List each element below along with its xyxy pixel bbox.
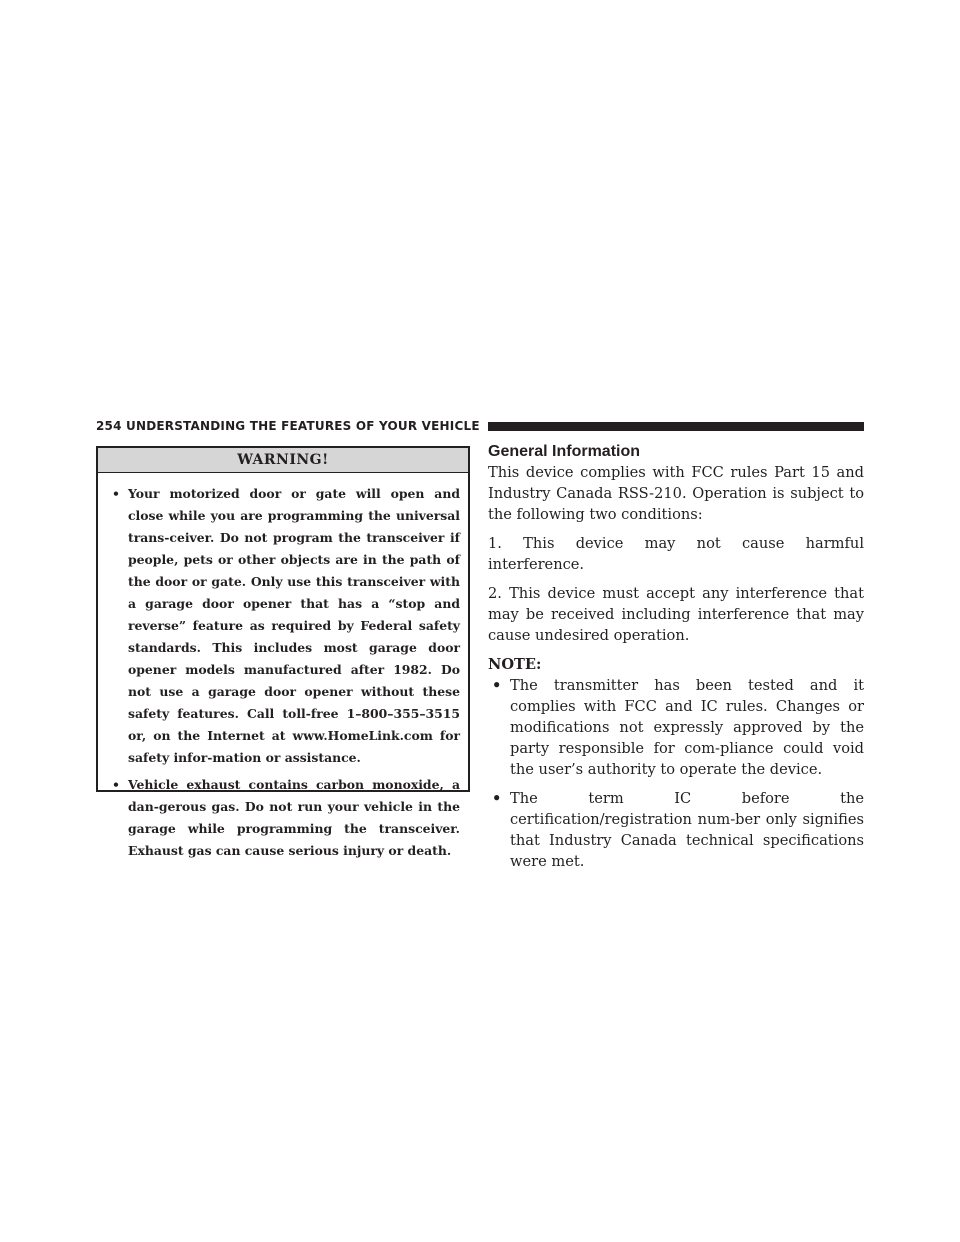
- bullet-icon: •: [492, 677, 502, 694]
- bullet-icon: •: [492, 790, 502, 807]
- general-information-section: [488, 442, 864, 880]
- warning-item: [108, 774, 460, 862]
- page-number-title: 254 UNDERSTANDING THE FEATURES OF YOUR VEHICLE: [96, 419, 480, 433]
- condition-2: 2. This device must accept any interference that may be received including interference that may cause undesired operation.: [488, 585, 864, 644]
- header-rule: [488, 422, 864, 431]
- note-list: [488, 675, 864, 872]
- warning-item-text: Your motorized door or gate will open and close while you are programming the universal trans-ceiver. Do not program the transceiver if people, pets or other objects are in the path of the door or gate. Only use this transceiver with a garage door opener that has a “stop and reverse” feature as required by Federal safety standards. This includes most garage door opener models manufactured after 1982. Do not use a garage door opener without these safety features. Call toll-free 1–800–355–3515 or, on the Internet at www.HomeLink.com for safety infor-mation or assistance.: [128, 486, 460, 765]
- warning-title: WARNING!: [98, 448, 468, 473]
- bullet-icon: •: [112, 486, 120, 501]
- warning-box: [96, 446, 470, 858]
- intro-paragraph: This device complies with FCC rules Part 15 and Industry Canada RSS-210. Operation is subject to the following two conditions:: [488, 464, 864, 523]
- note-label: NOTE:: [488, 656, 542, 673]
- warning-list: [98, 473, 468, 862]
- section-heading: General Information: [488, 443, 641, 460]
- warning-item-text: Vehicle exhaust contains carbon monoxide, a dan-gerous gas. Do not run your vehicle in the garage while programming the transceiver. Exhaust gas can cause serious injury or death.: [128, 777, 460, 858]
- note-item: [488, 675, 864, 780]
- bullet-icon: •: [112, 777, 120, 792]
- page-header: [96, 416, 864, 436]
- note-item: [488, 788, 864, 872]
- warning-item: [108, 483, 460, 769]
- note-item-text: The term IC before the certification/registration num-ber only signifies that Industry Canada technical specifications were met.: [510, 790, 864, 870]
- note-item-text: The transmitter has been tested and it complies with FCC and IC rules. Changes or modifications not expressly approved by the party responsible for com-pliance could void the user’s authority to operate the device.: [510, 677, 864, 778]
- condition-1: 1. This device may not cause harmful interference.: [488, 535, 864, 573]
